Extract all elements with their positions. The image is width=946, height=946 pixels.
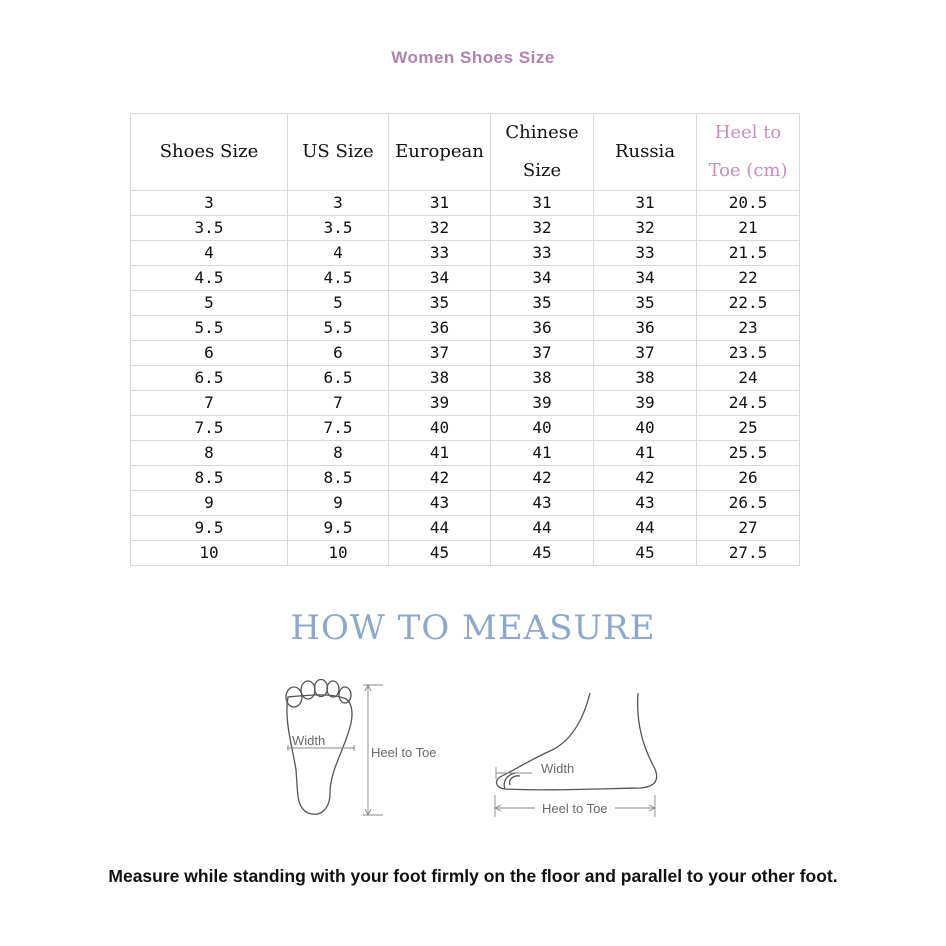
table-cell: 39 xyxy=(389,391,491,416)
table-cell: 33 xyxy=(491,241,594,266)
table-cell: 3 xyxy=(131,191,288,216)
table-cell: 44 xyxy=(389,516,491,541)
table-cell: 32 xyxy=(491,216,594,241)
table-cell: 45 xyxy=(491,541,594,566)
width-label-side-view: Width xyxy=(541,761,575,776)
table-cell: 41 xyxy=(491,441,594,466)
column-header-heel-to-toe: Heel to Toe (cm) xyxy=(697,114,800,191)
table-row xyxy=(131,266,800,291)
table-body xyxy=(131,191,800,566)
table-cell: 24.5 xyxy=(697,391,800,416)
table-cell: 40 xyxy=(594,416,697,441)
table-cell: 38 xyxy=(491,366,594,391)
table-cell: 35 xyxy=(594,291,697,316)
table-cell: 39 xyxy=(594,391,697,416)
table-cell: 21.5 xyxy=(697,241,800,266)
table-header-row xyxy=(131,114,800,191)
table-cell: 22 xyxy=(697,266,800,291)
table-cell: 32 xyxy=(594,216,697,241)
table-cell: 4.5 xyxy=(131,266,288,291)
table-cell: 34 xyxy=(389,266,491,291)
table-cell: 36 xyxy=(389,316,491,341)
table-cell: 41 xyxy=(389,441,491,466)
table-cell: 44 xyxy=(491,516,594,541)
how-to-measure-heading: HOW TO MEASURE xyxy=(290,608,656,648)
column-header-chinese-size: Chinese Size xyxy=(491,114,594,191)
table-cell: 34 xyxy=(491,266,594,291)
table-cell: 8 xyxy=(131,441,288,466)
table-cell: 40 xyxy=(491,416,594,441)
table-cell: 38 xyxy=(389,366,491,391)
table-row xyxy=(131,341,800,366)
table-cell: 25.5 xyxy=(697,441,800,466)
table-cell: 5 xyxy=(288,291,389,316)
table-cell: 3.5 xyxy=(288,216,389,241)
table-cell: 8 xyxy=(288,441,389,466)
table-cell: 22.5 xyxy=(697,291,800,316)
table-cell: 10 xyxy=(288,541,389,566)
table-row xyxy=(131,491,800,516)
table-cell: 9 xyxy=(288,491,389,516)
table-cell: 24 xyxy=(697,366,800,391)
table-cell: 41 xyxy=(594,441,697,466)
heel-to-toe-label-side-view: Heel to Toe xyxy=(542,801,608,816)
table-cell: 5.5 xyxy=(131,316,288,341)
table-cell: 9.5 xyxy=(131,516,288,541)
table-cell: 37 xyxy=(594,341,697,366)
table-cell: 27 xyxy=(697,516,800,541)
table-cell: 36 xyxy=(491,316,594,341)
table-cell: 21 xyxy=(697,216,800,241)
size-table xyxy=(130,113,800,566)
table-cell: 38 xyxy=(594,366,697,391)
table-row xyxy=(131,241,800,266)
page-title: Women Shoes Size xyxy=(391,48,555,67)
table-cell: 31 xyxy=(389,191,491,216)
table-cell: 33 xyxy=(594,241,697,266)
table-cell: 35 xyxy=(491,291,594,316)
table-row xyxy=(131,191,800,216)
table-row xyxy=(131,316,800,341)
table-cell: 20.5 xyxy=(697,191,800,216)
table-cell: 43 xyxy=(491,491,594,516)
table-row xyxy=(131,416,800,441)
table-cell: 27.5 xyxy=(697,541,800,566)
table-cell: 9 xyxy=(131,491,288,516)
table-cell: 7 xyxy=(288,391,389,416)
table-cell: 40 xyxy=(389,416,491,441)
table-cell: 43 xyxy=(594,491,697,516)
table-cell: 6.5 xyxy=(288,366,389,391)
measure-instructions: Measure while standing with your foot firmly on the floor and parallel to your other foot. xyxy=(108,866,838,886)
table-cell: 23 xyxy=(697,316,800,341)
table-cell: 7 xyxy=(131,391,288,416)
table-cell: 37 xyxy=(491,341,594,366)
table-cell: 45 xyxy=(389,541,491,566)
table-cell: 4 xyxy=(131,241,288,266)
table-cell: 6.5 xyxy=(131,366,288,391)
table-cell: 6 xyxy=(288,341,389,366)
column-header-us-size: US Size xyxy=(288,114,389,191)
table-row xyxy=(131,366,800,391)
table-cell: 10 xyxy=(131,541,288,566)
table-cell: 3 xyxy=(288,191,389,216)
table-cell: 45 xyxy=(594,541,697,566)
table-cell: 31 xyxy=(594,191,697,216)
table-cell: 44 xyxy=(594,516,697,541)
table-cell: 34 xyxy=(594,266,697,291)
heel-to-toe-label-top-view: Heel to Toe xyxy=(371,745,437,760)
table-cell: 43 xyxy=(389,491,491,516)
table-row xyxy=(131,216,800,241)
width-label-top-view: Width xyxy=(292,733,326,748)
table-cell: 7.5 xyxy=(131,416,288,441)
table-row xyxy=(131,541,800,566)
foot-side-view-icon xyxy=(495,693,657,817)
table-cell: 25 xyxy=(697,416,800,441)
table-cell: 6 xyxy=(131,341,288,366)
table-cell: 4.5 xyxy=(288,266,389,291)
table-cell: 33 xyxy=(389,241,491,266)
table-cell: 9.5 xyxy=(288,516,389,541)
table-row xyxy=(131,291,800,316)
table-cell: 26 xyxy=(697,466,800,491)
table-cell: 3.5 xyxy=(131,216,288,241)
table-cell: 8.5 xyxy=(288,466,389,491)
table-cell: 31 xyxy=(491,191,594,216)
table-cell: 5 xyxy=(131,291,288,316)
table-cell: 39 xyxy=(491,391,594,416)
column-header-russia: Russia xyxy=(594,114,697,191)
table-row xyxy=(131,516,800,541)
table-cell: 42 xyxy=(491,466,594,491)
table-cell: 32 xyxy=(389,216,491,241)
table-cell: 4 xyxy=(288,241,389,266)
table-cell: 35 xyxy=(389,291,491,316)
table-cell: 42 xyxy=(594,466,697,491)
table-cell: 26.5 xyxy=(697,491,800,516)
table-cell: 23.5 xyxy=(697,341,800,366)
table-row xyxy=(131,391,800,416)
column-header-european: European xyxy=(389,114,491,191)
table-row xyxy=(131,466,800,491)
measure-diagram xyxy=(270,675,670,825)
table-cell: 8.5 xyxy=(131,466,288,491)
table-cell: 5.5 xyxy=(288,316,389,341)
table-cell: 37 xyxy=(389,341,491,366)
table-cell: 7.5 xyxy=(288,416,389,441)
table-cell: 42 xyxy=(389,466,491,491)
column-header-shoes-size: Shoes Size xyxy=(131,114,288,191)
table-cell: 36 xyxy=(594,316,697,341)
table-row xyxy=(131,441,800,466)
foot-illustration xyxy=(270,675,670,825)
